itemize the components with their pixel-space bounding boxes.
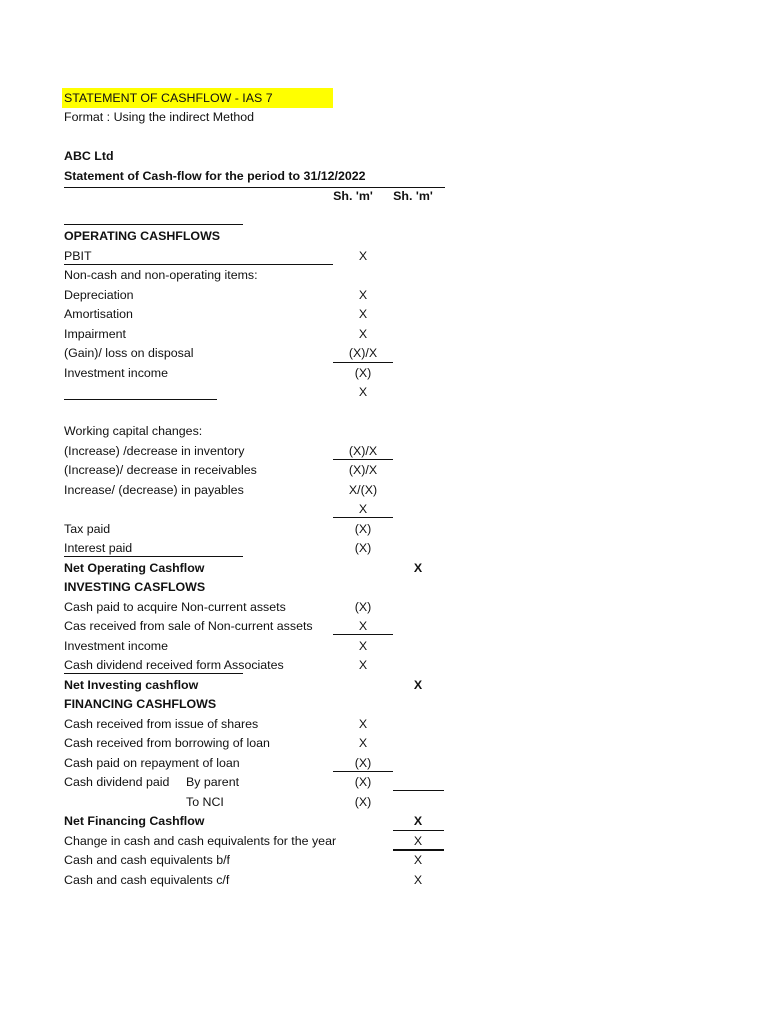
row-label: Cash received from borrowing of loan	[64, 736, 270, 750]
statement-row	[0, 772, 768, 791]
subtotal-rule-2	[333, 459, 393, 460]
row-label: Depreciation	[64, 287, 134, 302]
statement-row	[0, 343, 768, 362]
row-label: Non-cash and non-operating items:	[64, 268, 258, 282]
value-col-1: (X)/X	[348, 463, 378, 477]
company-name: ABC Ltd	[64, 149, 114, 163]
value-col-2: X	[413, 853, 423, 867]
statement-row	[0, 558, 768, 577]
row-heading: Net Investing cashflow	[64, 677, 199, 692]
statement-row	[0, 265, 768, 284]
value-col-1: X	[358, 619, 368, 633]
row-heading: OPERATING CASHFLOWS	[64, 229, 221, 243]
row-heading: INVESTING CASFLOWS	[64, 580, 206, 594]
subtotal-rule-4	[333, 634, 393, 635]
statement-row	[0, 616, 768, 635]
statement-row	[0, 655, 768, 674]
row-label: PBIT	[64, 248, 92, 263]
row-label: Change in cash and cash equivalents for the year	[64, 833, 337, 848]
statement-row	[0, 850, 768, 869]
statement-row	[0, 636, 768, 655]
value-col-1: X	[358, 716, 368, 731]
row-label: Cash dividend received form Associates	[64, 658, 284, 672]
statement-title: Statement of Cash-flow for the period to 31/12/2022	[64, 169, 366, 183]
value-col-1: X/(X)	[348, 482, 378, 497]
row-heading: Net Financing Cashflow	[64, 814, 205, 828]
statement-row	[0, 324, 768, 343]
column-header-1: Sh. 'm'	[333, 189, 373, 203]
value-col-1: (X)	[354, 794, 372, 809]
total-rule-1	[393, 790, 444, 791]
statement-row	[0, 519, 768, 538]
value-col-1: (X)/X	[348, 443, 378, 458]
document-title: STATEMENT OF CASHFLOW - IAS 7	[64, 91, 273, 105]
statement-row	[0, 402, 768, 421]
row-label: Cash and cash equivalents c/f	[64, 872, 230, 887]
column-header-2: Sh. 'm'	[393, 189, 433, 203]
row-label: Interest paid	[64, 541, 133, 555]
row-label: Impairment	[64, 326, 126, 341]
statement-row	[0, 753, 768, 772]
value-col-2: X	[413, 560, 423, 575]
row-label: Increase/ (decrease) in payables	[64, 482, 244, 497]
section-underline-operating	[64, 224, 243, 225]
statement-row	[0, 441, 768, 460]
row-heading: Net Operating Cashflow	[64, 560, 205, 575]
statement-row	[0, 246, 768, 265]
statement-row	[0, 499, 768, 518]
value-col-1: X	[358, 502, 368, 516]
value-col-1: X	[358, 736, 368, 750]
row-label: (Gain)/ loss on disposal	[64, 346, 194, 360]
value-col-2: X	[413, 814, 423, 828]
value-col-1: (X)	[354, 541, 372, 555]
value-col-1: X	[358, 287, 368, 302]
statement-row	[0, 597, 768, 616]
row-label: Tax paid	[64, 521, 111, 536]
row-label: Cash received from issue of shares	[64, 716, 259, 731]
row-label: Amortisation	[64, 307, 133, 321]
row-label: Cash paid to acquire Non-current assets	[64, 599, 286, 614]
row-sublabel: By parent	[186, 775, 240, 789]
statement-row	[0, 811, 768, 830]
statement-row	[0, 538, 768, 557]
section-underline-financing	[64, 673, 243, 674]
row-label: Working capital changes:	[64, 424, 203, 438]
value-col-1: X	[358, 326, 368, 341]
subtotal-rule-3	[333, 517, 393, 518]
value-col-1: (X)	[354, 775, 372, 789]
subtotal-rule-5	[333, 771, 393, 772]
value-col-1: X	[358, 248, 368, 263]
row-label: Cas received from sale of Non-current assets	[64, 619, 313, 633]
statement-row	[0, 480, 768, 499]
statement-row	[0, 714, 768, 733]
statement-row	[0, 421, 768, 440]
statement-row	[0, 870, 768, 889]
statement-row	[0, 304, 768, 323]
row-label: Investment income	[64, 638, 168, 653]
row-label: (Increase) /decrease in inventory	[64, 443, 245, 458]
statement-row	[0, 577, 768, 596]
value-col-2: X	[413, 677, 423, 692]
value-col-2: X	[413, 872, 423, 887]
value-col-1: (X)/X	[348, 346, 378, 360]
value-col-1: (X)	[354, 521, 372, 536]
statement-row	[0, 226, 768, 245]
row-label: Cash and cash equivalents b/f	[64, 853, 231, 867]
row-heading: FINANCING CASHFLOWS	[64, 697, 217, 711]
statement-row	[0, 460, 768, 479]
row-label: Cash paid on repayment of loan	[64, 755, 240, 770]
total-rule-2	[393, 830, 444, 831]
row-label: (Increase)/ decrease in receivables	[64, 463, 257, 477]
value-col-1: X	[358, 307, 368, 321]
header-rule	[64, 187, 445, 188]
value-col-1: X	[358, 658, 368, 672]
working-capital-underline	[64, 399, 217, 400]
statement-row	[0, 363, 768, 382]
row-sublabel: To NCI	[186, 794, 224, 809]
statement-row	[0, 831, 768, 850]
statement-row	[0, 792, 768, 811]
noncash-underline	[64, 264, 333, 265]
value-col-1: (X)	[354, 365, 372, 380]
value-col-1: (X)	[354, 755, 372, 770]
section-underline-investing	[64, 556, 243, 557]
value-col-2: X	[413, 833, 423, 848]
statement-row	[0, 675, 768, 694]
row-label: Investment income	[64, 365, 168, 380]
statement-row	[0, 733, 768, 752]
value-col-1: (X)	[354, 599, 372, 614]
subtotal-rule-1	[333, 362, 393, 363]
total-rule-double	[393, 849, 444, 851]
document-subtitle: Format : Using the indirect Method	[64, 110, 255, 124]
statement-row	[0, 285, 768, 304]
value-col-1: X	[358, 638, 368, 653]
statement-row	[0, 694, 768, 713]
row-label: Cash dividend paid	[64, 775, 170, 789]
value-col-1: X	[358, 385, 368, 399]
